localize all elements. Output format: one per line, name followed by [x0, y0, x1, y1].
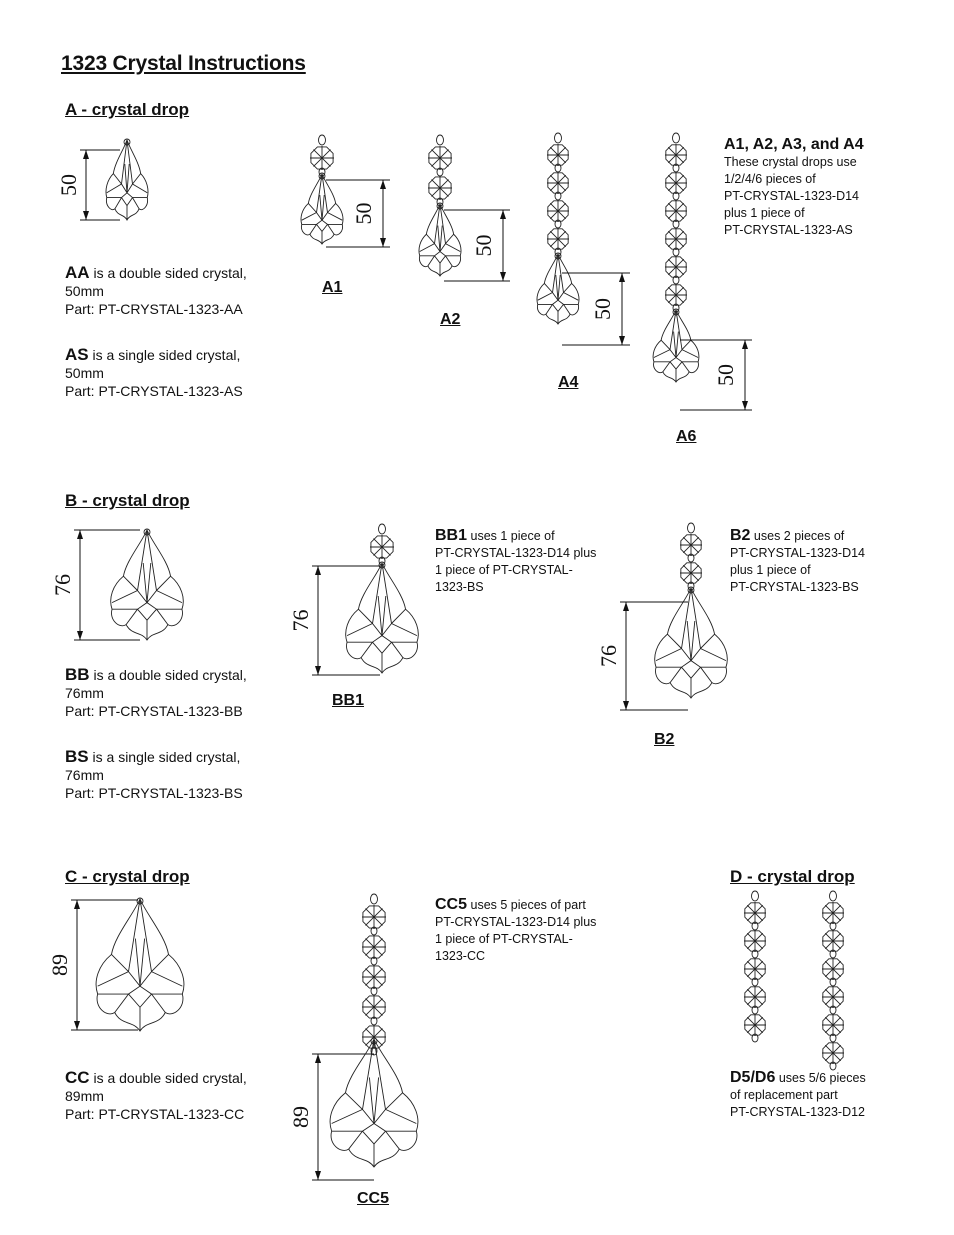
crystal-facet [122, 198, 133, 206]
cc-description: CC is a double sided crystal, 89mm Part: PT-CRYSTAL-1323-CC [65, 1068, 247, 1122]
as-code: AS [65, 345, 89, 364]
cc-code: CC [65, 1068, 90, 1087]
dimension-arrow-bottom [77, 631, 83, 640]
dimension-arrow-top [500, 210, 506, 219]
crystal-facet [386, 1131, 400, 1149]
crystal-facet [392, 624, 417, 636]
label-b2: B2 [654, 731, 675, 748]
crystal-facet [435, 256, 446, 263]
crystal-facet [112, 603, 182, 610]
aa-description: AA is a double sided crystal, 50mm Part: PT-CRYSTAL-1323-AA [65, 263, 247, 317]
crystal-facet [129, 899, 152, 986]
top-link [555, 133, 562, 143]
crystal-facet [135, 939, 144, 987]
section-a-heading: A - crystal drop [65, 100, 190, 119]
dimension-arrow-top [315, 566, 321, 575]
dimension-label: 76 [288, 609, 313, 632]
crystal-facet [553, 304, 564, 311]
crystal-facet [438, 226, 442, 252]
dimension-label: 50 [351, 202, 376, 225]
crystal-facet [546, 304, 553, 314]
bb-description: BB is a double sided crystal, 76mm Part: PT-CRYSTAL-1323-BB [65, 665, 247, 719]
crystal-facet [564, 283, 572, 292]
crystal-facet [107, 184, 122, 193]
as-description: AS is a single sided crystal, 50mm Part: PT-CRYSTAL-1323-AS [65, 345, 243, 399]
dimension-arrow-top [83, 150, 89, 159]
label-cc5: CC5 [357, 1190, 390, 1207]
label-bb1: BB1 [332, 692, 365, 709]
crystal-facet [361, 642, 372, 657]
crystal-facet [538, 293, 553, 301]
crystal-facet [143, 563, 151, 603]
label-a2: A2 [440, 311, 461, 328]
crystal-facet [320, 195, 324, 220]
crystal-facet [133, 184, 148, 193]
crystal-facet [556, 275, 560, 300]
crystal-facet [682, 588, 701, 661]
crystal-facet [667, 634, 681, 648]
crystal-facet [133, 174, 141, 184]
label-a1: A1 [322, 279, 343, 296]
dimension-arrow-bottom [74, 1021, 80, 1030]
crystal-facet [369, 1077, 378, 1123]
crystal-facet [392, 642, 403, 657]
top-link [319, 135, 326, 145]
crystal-facet [392, 609, 406, 623]
dimension-arrow-bottom [315, 666, 321, 675]
crystal-facet [98, 986, 183, 994]
crystal-facet [152, 994, 166, 1012]
dimension-arrow-top [619, 273, 625, 282]
crystal-facet [682, 667, 701, 678]
crystal-facet [113, 174, 121, 184]
crystal-facet [544, 283, 552, 292]
cc5-info: CC5 uses 5 pieces of part PT-CRYSTAL-1323-D14 plus 1 piece of PT-CRYSTAL- 1323-CC [435, 896, 597, 963]
dimension-label: 50 [471, 234, 496, 257]
crystal-facet [328, 203, 336, 212]
label-a4: A4 [558, 374, 579, 391]
crystal-facet [123, 576, 137, 590]
bs-description: BS is a single sided crystal, 76mm Part: PT-CRYSTAL-1323-BS [65, 747, 243, 801]
crystal-facet [347, 624, 372, 636]
top-link [371, 894, 378, 904]
crystal-facet [157, 591, 182, 603]
crystal-facet [328, 224, 335, 234]
crystal-facet [661, 340, 670, 349]
dimension-arrow-top [315, 1054, 321, 1063]
crystal-facet [125, 164, 129, 193]
crystal-facet [157, 576, 171, 590]
crystal-facet [701, 667, 712, 682]
dimension-arrow-top [77, 530, 83, 539]
aa-code: AA [65, 263, 90, 282]
dimension-label: 50 [56, 174, 81, 196]
dimension-label: 89 [47, 954, 72, 976]
dimension-arrow-top [74, 900, 80, 909]
crystal-facet [446, 244, 461, 252]
dimension-label: 76 [596, 645, 621, 667]
section-b-heading: B - crystal drop [65, 491, 190, 510]
crystal-facet [373, 642, 392, 653]
d-info: D5/D6 uses 5/6 pieces of replacement part PT-CRYSTAL-1323-D12 [730, 1069, 866, 1119]
crystal-facet [373, 563, 392, 636]
a-info: A1, A2, A3, and A4 These crystal drops use 1/2/4/6 pieces of PT-CRYSTAL-1323-D14 plus 1 piece of PT-CRYSTAL-1323-AS [724, 136, 864, 237]
crystal-facet [126, 609, 137, 624]
crystal-facet [302, 213, 317, 221]
dimension-arrow-bottom [619, 336, 625, 345]
crystal-facet [345, 1093, 362, 1110]
crystal-facet [420, 244, 435, 252]
top-link [673, 133, 680, 143]
crystal-facet [308, 203, 316, 212]
crystal-facet [332, 1109, 363, 1123]
dimension-label: 50 [590, 298, 615, 320]
crystal-facet [363, 1039, 386, 1123]
crystal-facet [332, 1123, 417, 1131]
crystal-facet [682, 362, 689, 372]
dimension-arrow-bottom [623, 701, 629, 710]
crystal-facet [701, 649, 726, 661]
top-link [830, 891, 837, 901]
dimension-arrow-bottom [83, 211, 89, 220]
crystal-facet [358, 609, 372, 623]
dimension-arrow-bottom [315, 1171, 321, 1180]
crystal-facet [446, 234, 454, 243]
crystal-facet [682, 340, 691, 349]
crystal-facet [674, 332, 679, 358]
crystal-facet [133, 198, 140, 209]
b2-info: B2 uses 2 pieces of PT-CRYSTAL-1323-D14 plus 1 piece of PT-CRYSTAL-1323-BS [730, 527, 866, 594]
crystal-facet [670, 667, 681, 682]
top-link [688, 523, 695, 533]
top-link [437, 135, 444, 145]
crystal-facet [129, 994, 152, 1007]
crystal-facet [317, 224, 328, 231]
crystal-facet [138, 530, 157, 603]
crystal-facet [310, 224, 317, 234]
crystal-facet [138, 609, 157, 620]
crystal-facet [98, 972, 129, 987]
crystal-facet [428, 256, 435, 266]
dimension-label: 50 [713, 364, 738, 386]
a-info-heading: A1, A2, A3, and A4 [724, 136, 864, 153]
crystal-facet [111, 954, 128, 971]
crystal-facet [152, 954, 169, 971]
crystal-facet [687, 621, 695, 661]
crystal-facet [670, 362, 682, 369]
crystal-facet [157, 609, 168, 624]
top-link [752, 891, 759, 901]
crystal-facet [386, 1109, 417, 1123]
crystal-facet [112, 591, 137, 603]
label-a6: A6 [676, 428, 697, 445]
dimension-arrow-bottom [742, 401, 748, 410]
crystal-facet [656, 661, 726, 668]
dimension-arrow-top [742, 340, 748, 349]
crystal-facet [564, 304, 571, 314]
crystal-facet [663, 362, 670, 372]
crystal-facet [152, 972, 183, 987]
crystal-facet [115, 198, 122, 209]
bs-code: BS [65, 747, 89, 766]
crystal-facet [654, 350, 670, 358]
crystal-facet [378, 596, 386, 636]
dimension-arrow-bottom [380, 238, 386, 247]
crystal-facet [347, 636, 417, 643]
crystal-facet [328, 213, 343, 221]
crystal-facet [349, 1131, 363, 1149]
dimension-label: 89 [288, 1106, 313, 1128]
crystal-facet [363, 1131, 386, 1144]
top-link [379, 524, 386, 534]
dimension-arrow-top [380, 180, 386, 189]
dimension-arrow-top [623, 602, 629, 611]
crystal-facet [426, 234, 434, 243]
dimension-arrow-bottom [500, 272, 506, 281]
crystal-facet [115, 994, 129, 1012]
crystal-facet [656, 649, 681, 661]
crystal-facet [682, 350, 698, 358]
crystal-facet [564, 293, 579, 301]
section-d-heading: D - crystal drop [730, 867, 855, 886]
crystal-facet [386, 1093, 403, 1110]
crystal-facet [701, 634, 715, 648]
dimension-label: 76 [50, 574, 75, 596]
bb-code: BB [65, 665, 90, 684]
crystal-facet [446, 256, 453, 266]
bb1-info: BB1 uses 1 piece of PT-CRYSTAL-1323-D14 plus 1 piece of PT-CRYSTAL- 1323-BS [435, 527, 597, 594]
section-c-heading: C - crystal drop [65, 867, 190, 886]
page-title: 1323 Crystal Instructions [61, 52, 306, 75]
